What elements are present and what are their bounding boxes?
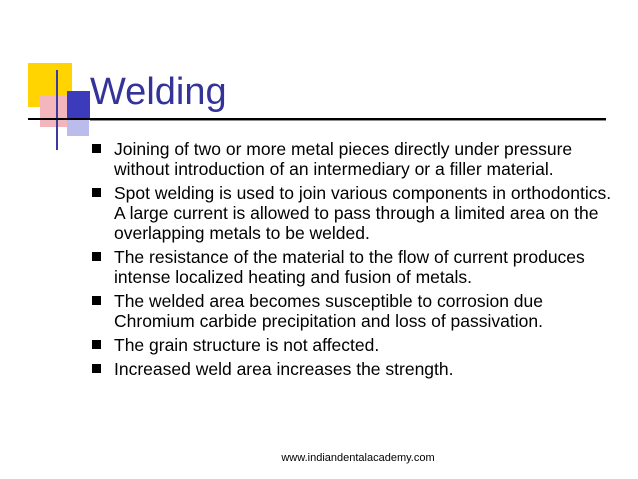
- slide-title: Welding: [90, 71, 227, 113]
- bullet-text: The welded area becomes susceptible to corrosion due Chromium carbide precipitation and loss of passivation.: [114, 291, 543, 331]
- bullet-text: The grain structure is not affected.: [114, 335, 380, 355]
- footer: [0, 451, 638, 465]
- decorative-blue-square: [67, 91, 90, 118]
- bullet-list: [92, 139, 622, 383]
- bullet-text: Joining of two or more metal pieces directly under pressure without introduction of an intermediary or a filler material.: [114, 139, 573, 179]
- decorative-vertical-line: [56, 70, 58, 150]
- bullet-item: [92, 183, 622, 243]
- square-bullet-icon: [92, 144, 101, 153]
- footer-url: www.indiandentalacademy.com: [281, 452, 435, 464]
- title-underline-shadow: [90, 120, 606, 121]
- square-bullet-icon: [92, 188, 101, 197]
- bullet-item: [92, 247, 622, 287]
- square-bullet-icon: [92, 296, 101, 305]
- bullet-text: Spot welding is used to join various components in orthodontics. A large current is allowed to pass through a limited area on the overlapping metals to be welded.: [114, 183, 612, 243]
- bullet-item: [92, 335, 622, 355]
- bullet-item: [92, 359, 622, 379]
- decorative-lightblue-square: [67, 118, 89, 136]
- bullet-item: [92, 291, 622, 331]
- bullet-text: The resistance of the material to the flow of current produces intense localized heating and fusion of metals.: [114, 247, 585, 287]
- bullet-item: [92, 139, 622, 179]
- square-bullet-icon: [92, 340, 101, 349]
- decorative-pink-square: [40, 95, 68, 127]
- square-bullet-icon: [92, 252, 101, 261]
- square-bullet-icon: [92, 364, 101, 373]
- bullet-text: Increased weld area increases the strength.: [114, 359, 454, 379]
